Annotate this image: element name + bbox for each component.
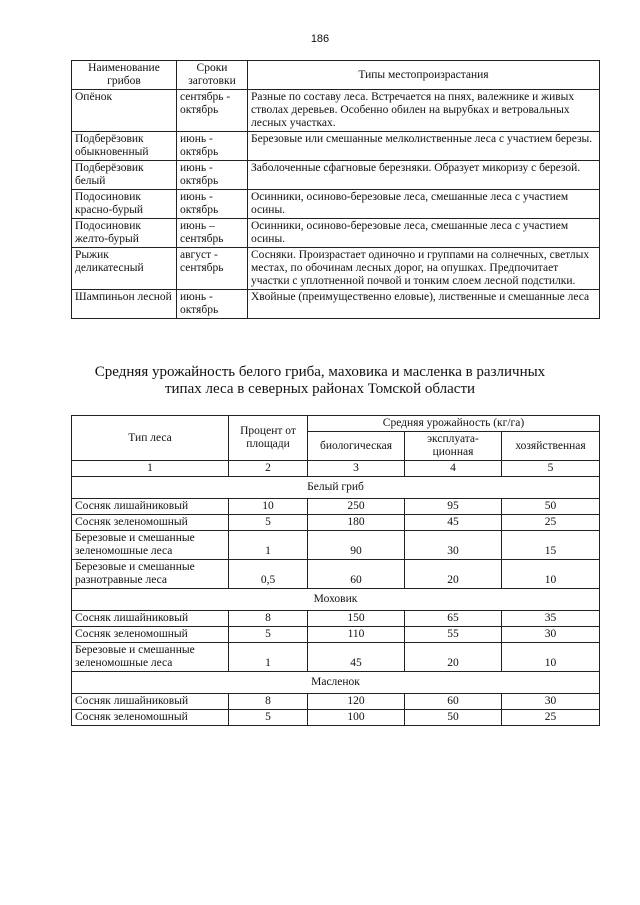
yield-biological: 60 xyxy=(308,560,405,589)
yield-biological: 250 xyxy=(308,499,405,515)
habitat: Хвойные (преимущественно еловые), лиственные и смешанные леса xyxy=(248,290,600,319)
harvest-period: сентябрь - октябрь xyxy=(177,90,248,132)
habitat: Осинники, осиново-березовые леса, смешанные леса с участием осины. xyxy=(248,219,600,248)
column-number: 1 xyxy=(72,461,229,477)
column-number: 2 xyxy=(229,461,308,477)
yield-biological: 110 xyxy=(308,627,405,643)
harvest-period: июнь - октябрь xyxy=(177,132,248,161)
column-number: 5 xyxy=(502,461,600,477)
section-header: Масленок xyxy=(72,672,600,694)
yield-biological: 45 xyxy=(308,643,405,672)
header-operational: эксплуата-ционная xyxy=(405,432,502,461)
yield-operational: 95 xyxy=(405,499,502,515)
area-percent: 8 xyxy=(229,611,308,627)
table-row xyxy=(72,499,600,515)
page-number: 186 xyxy=(310,33,330,45)
yield-economic: 35 xyxy=(502,611,600,627)
yield-economic: 15 xyxy=(502,531,600,560)
area-percent: 0,5 xyxy=(229,560,308,589)
header-forest-type: Тип леса xyxy=(72,416,229,461)
table-row xyxy=(72,219,600,248)
mushroom-name: Подосиновик красно-бурый xyxy=(72,190,177,219)
table-row xyxy=(72,531,600,560)
yield-biological: 120 xyxy=(308,694,405,710)
header-average-yield: Средняя урожайность (кг/га) xyxy=(308,416,600,432)
harvest-period: август - сентябрь xyxy=(177,248,248,290)
table-row xyxy=(72,248,600,290)
yield-biological: 100 xyxy=(308,710,405,726)
table-row xyxy=(72,643,600,672)
table-row xyxy=(72,710,600,726)
table-row xyxy=(72,90,600,132)
section-title: Средняя урожайность белого гриба, маховика и масленка в различных типах леса в северных районах Томской области xyxy=(94,364,546,397)
yield-operational: 30 xyxy=(405,531,502,560)
header-mushroom-name: Наименование грибов xyxy=(72,61,177,90)
section-header: Моховик xyxy=(72,589,600,611)
section-header: Белый гриб xyxy=(72,477,600,499)
area-percent: 1 xyxy=(229,531,308,560)
header-habitat: Типы местопроизрастания xyxy=(248,61,600,90)
yield-operational: 55 xyxy=(405,627,502,643)
yield-economic: 25 xyxy=(502,515,600,531)
yield-operational: 50 xyxy=(405,710,502,726)
yield-operational: 60 xyxy=(405,694,502,710)
yield-biological: 150 xyxy=(308,611,405,627)
column-number: 4 xyxy=(405,461,502,477)
yield-operational: 20 xyxy=(405,560,502,589)
yield-economic: 25 xyxy=(502,710,600,726)
table-row xyxy=(72,161,600,190)
column-number: 3 xyxy=(308,461,405,477)
forest-type: Сосняк зеленомошный xyxy=(72,627,229,643)
habitat: Разные по составу леса. Встречается на пнях, валежнике и живых стволах деревьев. Особенно обилен на вырубках и ветровальных лесных участках. xyxy=(248,90,600,132)
yield-economic: 30 xyxy=(502,694,600,710)
header-economic: хозяйственная xyxy=(502,432,600,461)
yield-economic: 30 xyxy=(502,627,600,643)
header-harvest-period: Сроки заготовки xyxy=(177,61,248,90)
mushroom-name: Опёнок xyxy=(72,90,177,132)
yield-biological: 180 xyxy=(308,515,405,531)
mushroom-name: Подберёзовик белый xyxy=(72,161,177,190)
area-percent: 1 xyxy=(229,643,308,672)
area-percent: 5 xyxy=(229,627,308,643)
harvest-period: июнь - октябрь xyxy=(177,161,248,190)
mushroom-name: Подосиновик желто-бурый xyxy=(72,219,177,248)
yield-operational: 45 xyxy=(405,515,502,531)
area-percent: 5 xyxy=(229,710,308,726)
forest-type: Сосняк лишайниковый xyxy=(72,611,229,627)
forest-type: Березовые и смешанные зеленомошные леса xyxy=(72,643,229,672)
yield-table xyxy=(71,415,600,726)
table-row xyxy=(72,560,600,589)
area-percent: 8 xyxy=(229,694,308,710)
forest-type: Березовые и смешанные зеленомошные леса xyxy=(72,531,229,560)
harvest-period: июнь – сентябрь xyxy=(177,219,248,248)
mushroom-name: Рыжик деликатесный xyxy=(72,248,177,290)
yield-operational: 20 xyxy=(405,643,502,672)
habitat: Березовые или смешанные мелколиственные леса с участием березы. xyxy=(248,132,600,161)
table-row xyxy=(72,611,600,627)
forest-type: Сосняк лишайниковый xyxy=(72,499,229,515)
yield-biological: 90 xyxy=(308,531,405,560)
mushroom-name: Шампиньон лесной xyxy=(72,290,177,319)
mushroom-name: Подберёзовик обыкновенный xyxy=(72,132,177,161)
habitat: Осинники, осиново-березовые леса, смешанные леса с участием осины. xyxy=(248,190,600,219)
yield-economic: 10 xyxy=(502,560,600,589)
forest-type: Сосняк зеленомошный xyxy=(72,710,229,726)
mushroom-habitat-table xyxy=(71,60,600,319)
table-row xyxy=(72,190,600,219)
habitat: Заболоченные сфагновые березняки. Образует микоризу с березой. xyxy=(248,161,600,190)
harvest-period: июнь - октябрь xyxy=(177,290,248,319)
area-percent: 5 xyxy=(229,515,308,531)
table-row xyxy=(72,290,600,319)
table-row xyxy=(72,694,600,710)
header-biological: биологическая xyxy=(308,432,405,461)
forest-type: Сосняк лишайниковый xyxy=(72,694,229,710)
table-row xyxy=(72,627,600,643)
yield-economic: 10 xyxy=(502,643,600,672)
column-numbers-row xyxy=(72,461,600,477)
table-row xyxy=(72,132,600,161)
yield-operational: 65 xyxy=(405,611,502,627)
table-row xyxy=(72,515,600,531)
header-area-percent: Процент от площади xyxy=(229,416,308,461)
yield-economic: 50 xyxy=(502,499,600,515)
forest-type: Березовые и смешанные разнотравные леса xyxy=(72,560,229,589)
forest-type: Сосняк зеленомошный xyxy=(72,515,229,531)
harvest-period: июнь - октябрь xyxy=(177,190,248,219)
area-percent: 10 xyxy=(229,499,308,515)
habitat: Сосняки. Произрастает одиночно и группами на солнечных, светлых местах, по обочинам лесных дорог, на опушках. Предпочитает участки с уплотненной почвой и тонким слоем лесной подстилки. xyxy=(248,248,600,290)
